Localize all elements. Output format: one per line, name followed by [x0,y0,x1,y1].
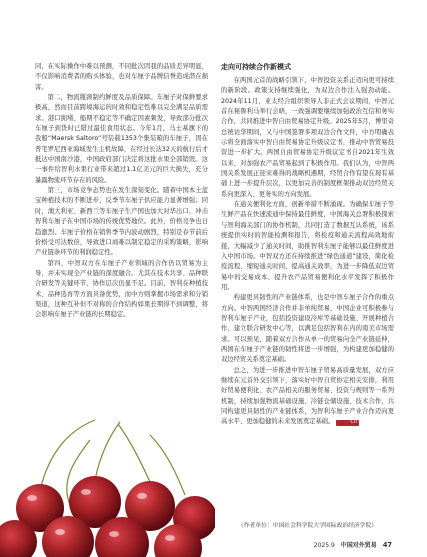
page-footer [314,540,392,549]
article-paragraph: 在通关便利化方面，创新举措不断涌现。为确保车厘子等生鲜产品在快速流通中保持最佳鲜度，中国海关总署积极探索与智利海关部门的协作机制，共同打造了数据互认系统，该系统提供实时的智能检测和报告，将检疫和通关流程高效地衔接，大幅减少了通关时间，助推智利车厘子能够以最佳鲜度进入中国市场。中智双方还在持续推进“绿色通道”建设，简化检疫流程、缩短通关时间，提高通关效率，为进一步降低双边贸易中的交易成本、提升农产品贸易便利化水平发挥了积极作用。 [221,201,394,291]
end-of-article-mark: CIT [336,420,359,426]
article-paragraph: 在两国元首的战略引领下，中智投资关系正迈向更可持续的新阶段。政策支持继续强化，为双边合作注入强劲动能。2024年11月，亚太经合组织领导人非正式会议期间，中智元首在秘鲁利马举行会晤，一致强调要继续加强政治互信和务实合作，共同推进中智自由贸易协定升级。2025年5月，博里奇总统访华期间，又与中国签署多项双边合作文件，中方明确表示将全面落实中智自由贸易协定升级议定书，推动中智贸易投资进一步扩大。两国自由贸易协定升级议定书自2021年生效以来，对加强农产品贸易起到了积极作用。我们认为，中智两国关系发展正迎来难得的战略机遇期，经贸合作有望在现有基础上进一步提升层次，以更加完善的制度框架推动双边经贸关系向更深入、更务实的方向发展。 [221,77,394,198]
author-affiliation: （作者单位：中国社会科学院大学国际政治经济学院） [237,523,378,529]
article-paragraph: 第二，物流瓶颈制约鲜度及品质保障。车厘子对保鲜要求极高，然而目前跨境海运的时效和稳定性难以完全满足品质需求。港口拥堵、船期不稳定等不确定因素频发，导致部分批次车厘子到货时已错过最佳食用状态。今年1月，马士基旗下的我船“Maersk Saltoro”号装载1353个集装箱的车厘子，因在普宅罗尼西亚海域发生主机故障，在经过长达32天的航行后才抵达中国南沙港，中国政府部门决定将这批水果全部销毁。这一事件给智利水果行业带来超过1.1亿美元的巨大损失，充分暴露物流环节存在的风险。 [35,94,208,184]
article-paragraph: 同，在实际操作中难以预测，不同批次因我的品质差异明显，不仅影响消费者的购买体验，也对车厘子品牌信誉造成潜在损害。 [35,63,208,91]
page-number: 47 [382,541,392,549]
article-paragraph: 第三，市场竞争态势也在发生深刻变化。随着中国本土蓝宝种植技术的不断进步，反季节车厘子供应能力显著增强；同时，澳大利亚、新西兰等车厘子生产国也加大对华出口，冲击智利车厘子在中国市场的传统优势地位。此外，价格竞争也日趋激烈。车厘子价格在销售季节内波动剧烈，特别是春节前后价格受可达数倍，导致进口商难以制定稳定的采购策略，影响产业链条环节的利润稳定性。 [35,187,208,257]
issue-date: 2025.9 [313,542,335,549]
right-article-column [221,76,394,428]
left-article-column [35,62,208,321]
article-paragraph [221,366,394,428]
magazine-name: 中国对外贸易 [340,542,377,549]
section-heading: 走向可持续合作新模式 [221,63,291,71]
article-paragraph: 第四，中智双方在车厘子产业领域的合作仍以贸易为主导，并未实现全产业链的深度融合。尤其在技术共享、品种联合研发等关键环节，协作层次仍显不足。目前，智利在种植技术、品种选育等方面具备优势，而中方则掌握市场需求和分销渠道，这种互补但不对称的合作结构如果长期得不到调整，将会影响车厘子产业链的长期稳定。 [35,259,208,319]
cherry-photo [0,410,215,557]
closing-paragraph-text: 总之，为进一步推进中智车厘子贸易高质量发展，双方应继续在元首外交引领下，落实好中智自贸协定相关安排，利用好贸易便利化、农产品相关的服务贸易、投资与规则等一系列机制，持续加强物流基础设施、冷链仓储设施、技术合作，共同构建更具韧性的产业链体系，为智利车厘子产业合作迈向更高水平、更加稳健的未来发展奠定基础。 [221,366,394,426]
article-paragraph: 构建更具韧性的产业链体系，也是中智车厘子合作的重点方向。中智两国经济合作并非单纯贸易，中国企业可积极参与智利车厘子产业，包括投资建设冷库等基础设施、开展种植合作、建立联合研发中心等，以满足包括智利在内的南美市场需求。可以预见，随着双方合作从单一的贸易向全产业链延伸，两国在车厘子产业链的韧性将进一步增强，为构建更加稳健的双边经贸关系奠定基础。 [221,294,394,364]
